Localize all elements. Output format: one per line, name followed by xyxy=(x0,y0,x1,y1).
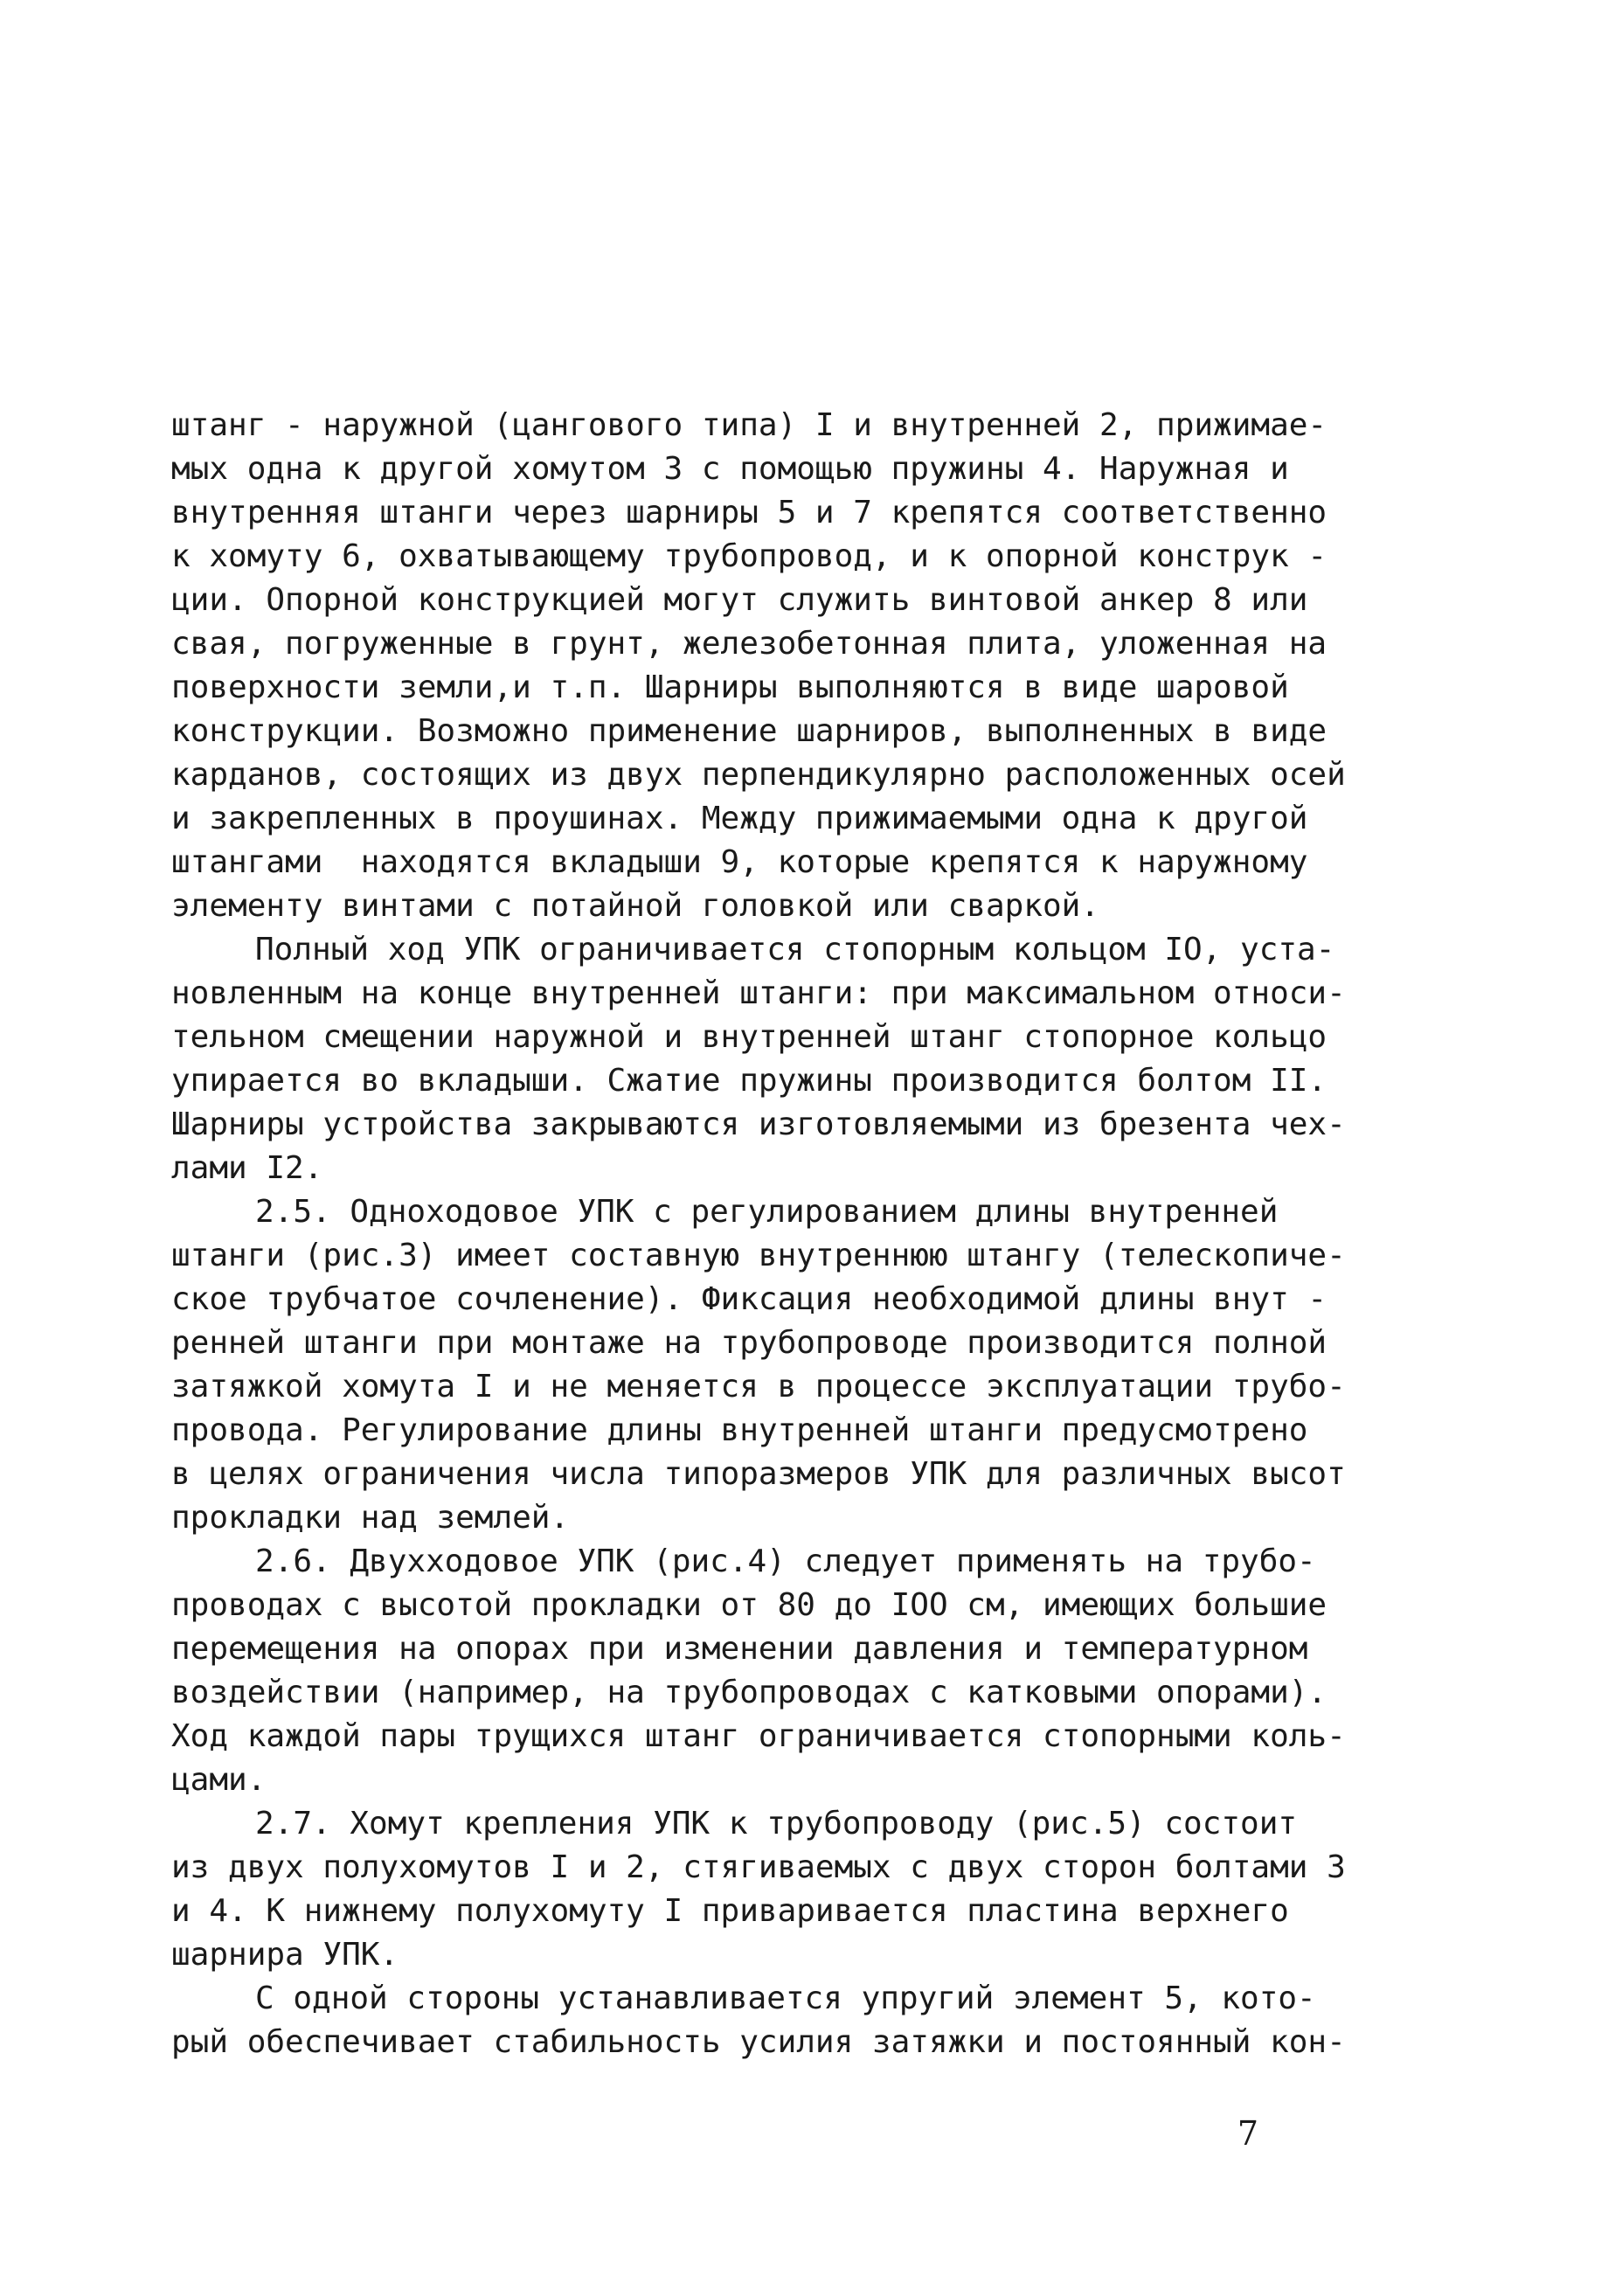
paragraph-start-line: Полный ход УПК ограничивается стопорным кольцом IO, уста- xyxy=(255,932,1335,968)
text-line: из двух полухомутов I и 2, стягиваемых с двух сторон болтами 3 xyxy=(171,1849,1346,1885)
text-line: Шарниры устройства закрываются изготовляемыми из брезента чех- xyxy=(171,1106,1346,1142)
text-line: цами. xyxy=(171,1762,267,1798)
text-line: и закрепленных в проушинах. Между прижимаемыми одна к другой xyxy=(171,801,1308,836)
text-line: новленным на конце внутренней штанги: при максимальном относи- xyxy=(171,975,1346,1011)
text-line: конструкции. Возможно применение шарниров, выполненных в виде xyxy=(171,713,1327,749)
text-line: штангами находятся вкладыши 9, которые крепятся к наружному xyxy=(171,844,1308,880)
text-line: и 4. К нижнему полухомуту I приваривается пластина верхнего xyxy=(171,1893,1289,1929)
text-line: затяжкой хомута I и не меняется в процессе эксплуатации трубо- xyxy=(171,1369,1346,1405)
body-text xyxy=(171,404,1346,2064)
text-line: ское трубчатое сочленение). Фиксация необходимой длины внут - xyxy=(171,1281,1327,1317)
text-line: Ход каждой пары трущихся штанг ограничивается стопорными коль- xyxy=(171,1718,1346,1754)
text-line: карданов, состоящих из двух перпендикулярно расположенных осей xyxy=(171,757,1346,793)
text-line: штанги (рис.3) имеет составную внутреннюю штангу (телескопиче- xyxy=(171,1238,1346,1273)
text-line: шарнира УПК. xyxy=(171,1937,399,1973)
text-line: провода. Регулирование длины внутренней штанги предусмотрено xyxy=(171,1412,1308,1448)
page-number: 7 xyxy=(1237,2114,1259,2153)
text-line: ции. Опорной конструкцией могут служить винтовой анкер 8 или xyxy=(171,582,1308,618)
text-line: тельном смещении наружной и внутренней штанг стопорное кольцо xyxy=(171,1019,1327,1055)
text-line: перемещения на опорах при изменении давления и температурном xyxy=(171,1631,1308,1667)
section-2-6-start-line: 2.6. Двухходовое УПК (рис.4) следует применять на трубо- xyxy=(255,1543,1316,1579)
section-2-5-start-line: 2.5. Одноходовое УПК с регулированием длины внутренней xyxy=(255,1194,1279,1230)
text-line: упирается во вкладыши. Сжатие пружины производится болтом II. xyxy=(171,1063,1327,1099)
text-line: штанг - наружной (цангового типа) I и внутренней 2, прижимае- xyxy=(171,407,1327,443)
section-2-7-start-line: 2.7. Хомут крепления УПК к трубопроводу (рис.5) состоит xyxy=(255,1806,1298,1842)
text-line: проводах с высотой прокладки от 80 до IOO см, имеющих большие xyxy=(171,1587,1327,1623)
text-line: прокладки над землей. xyxy=(171,1500,570,1536)
text-line: в целях ограничения числа типоразмеров УПК для различных высот xyxy=(171,1456,1346,1492)
text-line: внутренняя штанги через шарниры 5 и 7 крепятся соответственно xyxy=(171,495,1327,531)
text-line: рый обеспечивает стабильность усилия затяжки и постоянный кон- xyxy=(171,2024,1346,2060)
text-line: элементу винтами с потайной головкой или сваркой. xyxy=(171,888,1100,924)
text-line: воздействии (например, на трубопроводах с катковыми опорами). xyxy=(171,1675,1327,1710)
text-line: мых одна к другой хомутом 3 с помощью пружины 4. Наружная и xyxy=(171,451,1289,487)
text-line: поверхности земли,и т.п. Шарниры выполняются в виде шаровой xyxy=(171,669,1289,705)
text-line: к хомуту 6, охватывающему трубопровод, и к опорной конструк - xyxy=(171,538,1327,574)
text-line: ренней штанги при монтаже на трубопроводе производится полной xyxy=(171,1325,1327,1361)
text-line: лами I2. xyxy=(171,1150,323,1186)
text-line: свая, погруженные в грунт, железобетонная плита, уложенная на xyxy=(171,626,1327,662)
paragraph-start-line: С одной стороны устанавливается упругий элемент 5, кото- xyxy=(255,1980,1316,2016)
